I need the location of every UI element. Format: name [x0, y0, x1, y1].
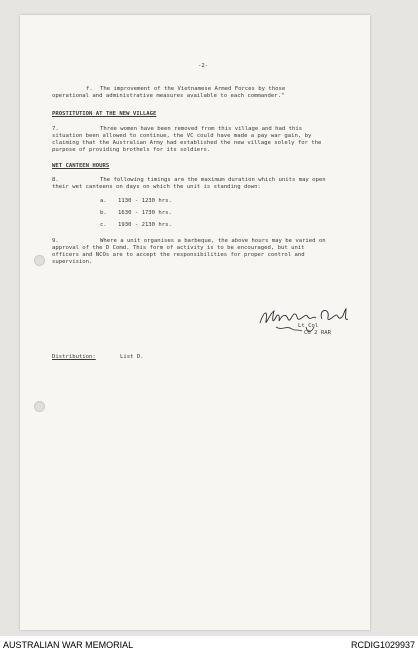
punch-hole: [34, 255, 45, 266]
timing-value: 1630 - 1730 hrs.: [118, 210, 172, 216]
distribution-label: Distribution:: [52, 354, 96, 360]
para-9-line: approval of the D Comd. This form of activity is to be encouraged, but unit: [52, 245, 305, 251]
para-7-line: situation been allowed to continue, the VC could have made a pay war gain, by: [52, 133, 312, 139]
para-number: 9.: [52, 238, 59, 244]
section-heading-canteen: WET CANTEEN HOURS: [52, 163, 110, 169]
para-number: 8.: [52, 177, 59, 183]
document-page: [20, 15, 370, 630]
signature-unit: CO 2 RAR: [304, 330, 331, 336]
punch-hole: [34, 401, 45, 412]
archive-id: RCDIG1029937: [350, 640, 415, 650]
section-heading-prostitution: PROSTITUTION AT THE NEW VILLAGE: [52, 111, 157, 117]
timing-label: b.: [100, 210, 107, 216]
timing-label: a.: [100, 198, 107, 204]
para-7-line: purpose of providing brothels for its soldiers.: [52, 147, 211, 153]
timing-value: 1130 - 1230 hrs.: [118, 198, 172, 204]
archive-name: AUSTRALIAN WAR MEMORIAL: [3, 640, 134, 650]
para-f-line: The improvement of the Vietnamese Armed Forces by those: [100, 86, 286, 92]
para-7-line: Three women have been removed from this village and had this: [100, 126, 303, 132]
timing-value: 1930 - 2130 hrs.: [118, 222, 172, 228]
distribution-value: List D.: [120, 354, 144, 360]
para-f-line: operational and administrative measures available to each commander.": [52, 93, 285, 99]
archive-footer: [0, 636, 418, 654]
para-8-line: The following timings are the maximum duration which units may open: [100, 177, 326, 183]
para-8-line: their wet canteens on days on which the unit is standing down:: [52, 184, 261, 190]
signature-rank: Lt Col: [298, 323, 319, 329]
timing-label: c.: [100, 222, 107, 228]
para-f-label: f.: [86, 86, 93, 92]
page-number: -2-: [198, 63, 209, 69]
para-9-line: supervision.: [52, 259, 93, 265]
para-9-line: officers and NCOs are to accept the responsibilities for proper control and: [52, 252, 305, 258]
para-7-line: claiming that the Australian Army had established the new village solely for the: [52, 140, 322, 146]
para-9-line: Where a unit organises a barbeque, the above hours may be varied on: [100, 238, 326, 244]
para-number: 7.: [52, 126, 59, 132]
